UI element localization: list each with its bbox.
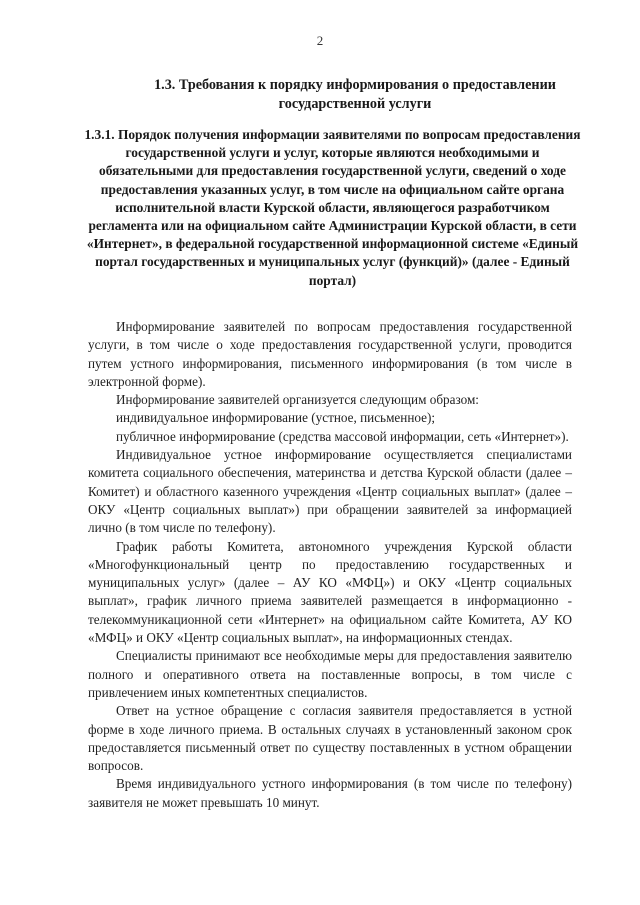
paragraph: Информирование заявителей организуется следующим образом: — [116, 392, 479, 408]
paragraph: Информирование заявителей по вопросам предоставления государственной услуги, в том числе о ходе предоставления государственной услуги, проводится путем устного информирования, письменного информирования (в том числе в электронной форме). — [88, 319, 572, 389]
section-title: 1.3. Требования к порядку информирования о предоставлении государственной услуги — [154, 77, 556, 112]
paragraph: публичное информирование (средства массовой информации, сеть «Интернет»). — [116, 428, 569, 444]
subsection-title: 1.3.1. Порядок получения информации заявителями по вопросам предоставления государственной услуги и услуг, которые являются необходимыми и обязательными для предоставления государственной услуги, сведений о ходе предоставления указанных услуг, в том числе на официальном сайте органа исполнительной власти Курской области, являющегося разработчиком регламента или на официальном сайте Администрации Курской области, в сети «Интернет», в федеральной государственной информационной системе «Единый портал государственных и муниципальных услуг (функций)» (далее - Единый портал) — [84, 127, 581, 288]
paragraph: Индивидуальное устное информирование осуществляется специалистами комитета социального обеспечения, материнства и детства Курской области (далее – Комитет) и областного казенного учреждения «Центр социальных выплат» (далее – ОКУ «Центр социальных выплат») при обращении заявителей за информацией лично (в том числе по телефону). — [88, 447, 572, 536]
paragraph: Специалисты принимают все необходимые меры для предоставления заявителю полного и оперативного ответа на поставленные вопросы, в том числе с привлечением иных компетентных специалистов. — [88, 648, 572, 700]
page-number: 2 — [316, 33, 324, 48]
body-text — [88, 318, 572, 812]
paragraph: индивидуальное информирование (устное, письменное); — [116, 410, 436, 426]
paragraph: Ответ на устное обращение с согласия заявителя предоставляется в устной форме в ходе личного приема. В остальных случаях в установленный законом срок предоставляется письменный ответ по существу поставленных в устном обращении вопросов. — [88, 703, 572, 774]
paragraph: Время индивидуального устного информирования (в том числе по телефону) заявителя не может превышать 10 минут. — [88, 776, 572, 810]
paragraph: График работы Комитета, автономного учреждения Курской области «Многофункциональный центр по предоставлению государственных и муниципальных услуг» (далее – АУ КО «МФЦ») и ОКУ «Центр социальных выплат», график личного приема заявителей размещается в информационно - телекоммуникационной сети «Интернет» на официальном сайте Комитета, АУ КО «МФЦ» и ОКУ «Центр социальных выплат», на информационных стендах. — [88, 538, 572, 646]
